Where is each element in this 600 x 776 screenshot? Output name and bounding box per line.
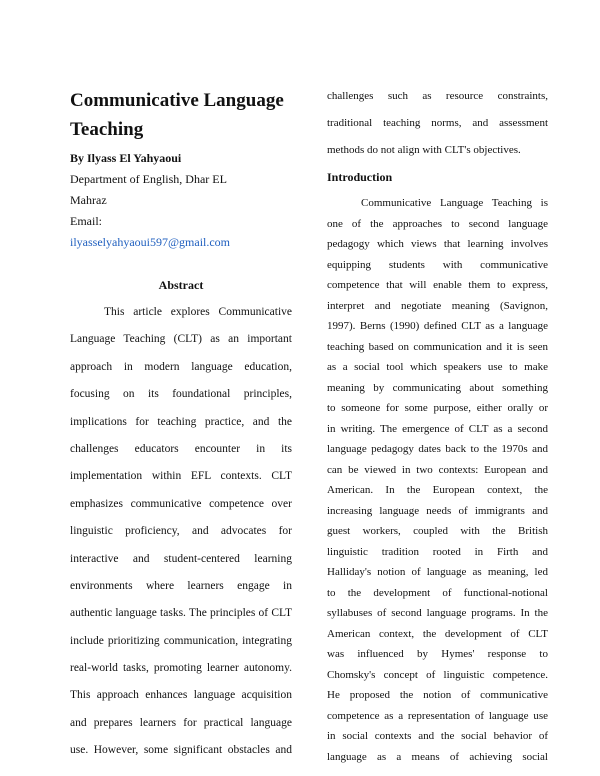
intro-line: to the development of functional-notional — [327, 586, 548, 599]
author-name: By Ilyass El Yahyaoui — [70, 151, 182, 165]
introduction-heading: Introduction — [327, 170, 393, 184]
intro-line: linguistic tradition rooted in Firth and — [327, 545, 548, 558]
intro-line: interpret and negotiate meaning (Savignon, — [327, 299, 548, 312]
intro-line: as a social tool which speakers use to make — [327, 361, 548, 373]
email-link[interactable]: ilyasselyahyaoui597@gmail.com — [70, 235, 231, 249]
introduction-body — [327, 196, 548, 770]
abstract-line: challenges educators encounter in its — [70, 442, 292, 455]
intro-line: language as a means of achieving social — [327, 750, 548, 763]
intro-line: competence that will enable them to express, — [327, 279, 548, 291]
abstract-line: approach in modern language education, — [70, 360, 292, 373]
intro-line: one of the approaches to second language — [327, 217, 548, 230]
abstract-line: traditional teaching norms, and assessment — [327, 117, 548, 129]
abstract-line: This article explores Communicative — [104, 306, 292, 318]
paper-title — [70, 86, 300, 144]
title-line: Teaching — [70, 119, 144, 140]
abstract-line: environments where learners engage in — [70, 579, 292, 592]
intro-line: equipping students with communicative — [327, 258, 548, 271]
intro-line: 1997). Berns (1990) defined CLT as a language — [327, 320, 548, 332]
abstract-line: Language Teaching (CLT) as an important — [70, 333, 292, 346]
abstract-line: use. However, some significant obstacles and — [70, 744, 292, 757]
affiliation-line: Mahraz — [70, 193, 107, 207]
abstract-line: challenges such as resource constraints, — [327, 90, 548, 102]
abstract-continuation — [327, 89, 548, 170]
intro-line: American context, the development of CLT — [327, 627, 548, 640]
email-label: Email: — [70, 214, 102, 228]
intro-line: was influenced by Hymes' response to — [327, 648, 548, 660]
intro-line: increasing language needs of immigrants and — [327, 504, 548, 517]
abstract-line: implementation within EFL contexts. CLT — [70, 470, 292, 483]
author-block — [70, 151, 300, 256]
abstract-line: and prepares learners for practical language — [70, 716, 292, 729]
abstract-line: This approach enhances language acquisition — [70, 689, 292, 702]
intro-line: can be viewed in two contexts: European and — [327, 463, 548, 476]
intro-line: Communicative Language Teaching is — [361, 197, 548, 209]
abstract-line: emphasizes communicative competence over — [70, 497, 292, 510]
title-line: Communicative Language — [70, 90, 284, 111]
abstract-line: interactive and student-centered learning — [70, 552, 292, 565]
abstract-body — [70, 305, 292, 771]
abstract-line: authentic language tasks. The principles of CLT — [70, 607, 292, 620]
intro-line: teaching based on communication and it is seen — [327, 340, 548, 353]
intro-line: Chomsky's concept of linguistic competence. — [327, 668, 548, 681]
intro-line: in writing. The emergence of CLT as a second — [327, 422, 548, 435]
abstract-line: linguistic proficiency, and advocates for — [70, 525, 292, 538]
intro-line: American. In the European context, the — [327, 484, 548, 496]
intro-line: syllabuses of second language programs. In the — [327, 607, 548, 619]
intro-line: Halliday's notion of language as meaning, led — [327, 566, 548, 578]
intro-line: in social contexts and the social behavior of — [327, 730, 548, 742]
abstract-heading: Abstract — [158, 278, 204, 292]
abstract-line: real-world tasks, promoting learner autonomy. — [70, 662, 292, 675]
email-line — [70, 235, 300, 256]
intro-line: He proposed the notion of communicative — [327, 689, 548, 701]
abstract-line: implications for teaching practice, and the — [70, 415, 292, 428]
intro-line: to someone for some purpose, either orally or — [327, 402, 548, 414]
intro-line: language pedagogy dates back to the 1970s and — [327, 443, 548, 455]
intro-line: guest workers, coupled with the British — [327, 525, 548, 537]
affiliation-line: Department of English, Dhar EL — [70, 172, 227, 186]
abstract-line: methods do not align with CLT's objectives. — [327, 144, 521, 156]
abstract-line: include prioritizing communication, integrating — [70, 634, 292, 647]
intro-line: competence as a representation of language use — [327, 709, 548, 722]
abstract-line: focusing on its foundational principles, — [70, 388, 292, 401]
intro-line: pedagogy which views that learning involves — [327, 238, 548, 250]
intro-line: meaning by communicating about something — [327, 381, 548, 394]
